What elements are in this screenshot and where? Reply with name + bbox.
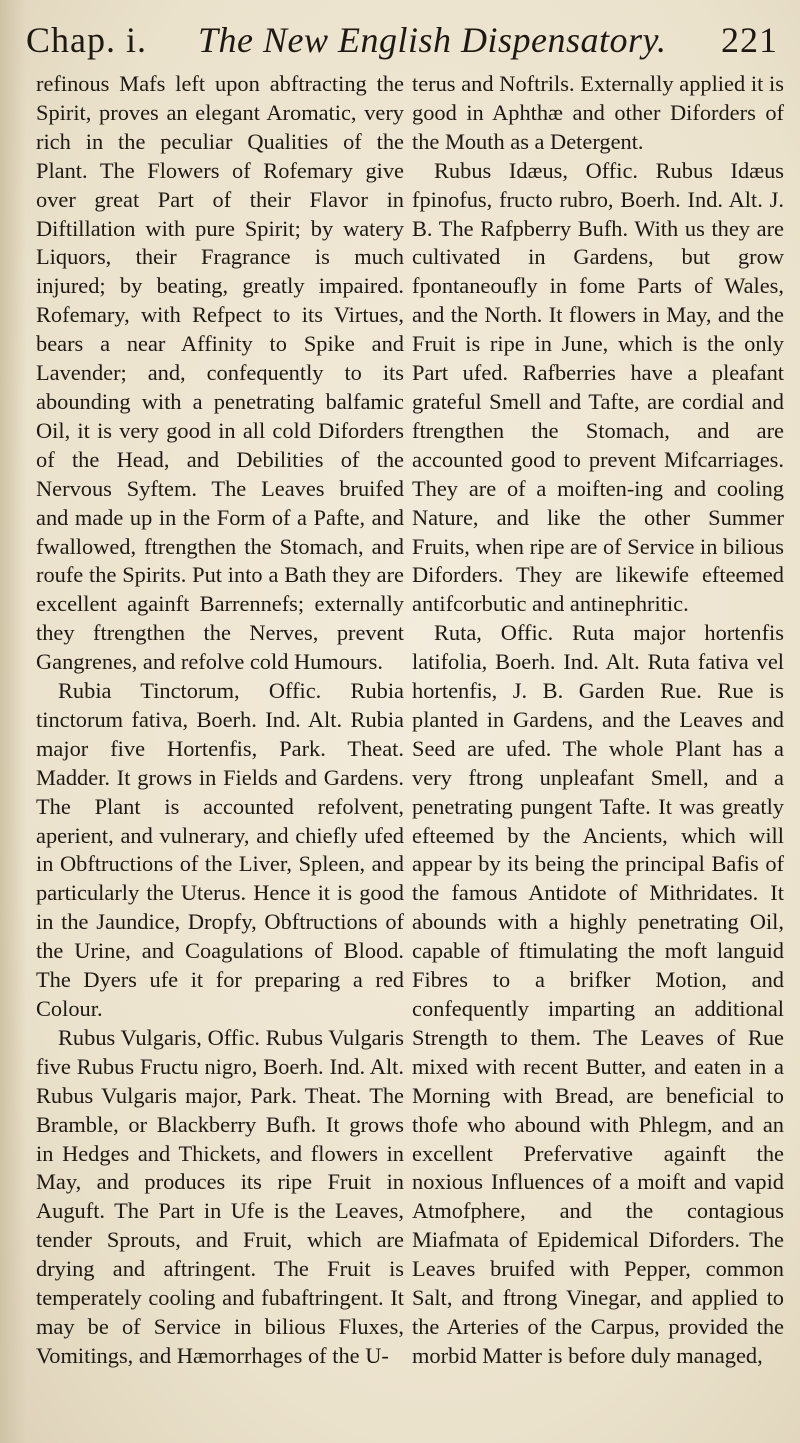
paragraph-rosemary: refinous Mafs left upon abftracting the Spirit, proves an elegant Aromatic, very rich in the peculiar Qualities of the Plant. The Flowers of Rofemary give over great Part of their Flavor in Diftillation with pure Spirit; by watery Liquors, their Fragrance is much injured; by beating, greatly impaired. Rofemary, with Refpect to its Virtues, bears a near Affinity to Spike and Lavender; and, confequently to its abounding with a penetrating balfamic Oil, it is very good in all cold Diforders of the Head, and Debilities of the Nervous Syftem. The Leaves bruifed and made up in the Form of a Pafte, and fwallowed, ftrengthen the Stomach, and roufe the Spirits. Put into a Bath they are excellent againft Barrennefs; externally they ftrengthen the Nerves, prevent Gangrenes, and refolve cold Humours.: [36, 71, 404, 675]
paragraph-rubus-continued: terus and Noftrils. Externally applied it is good in Aphthæ and other Diforders of the Mouth as a Detergent.: [412, 71, 784, 154]
paragraph-rubus-idaeus: Rubus Idæus, Offic. Rubus Idæus fpinofus, fructo rubro, Boerh. Ind. Alt. J. B. The Rafpberry Bufh. With us they are cultivated in Gardens, but grow fpontaneoufly in fome Parts of Wales, and the North. It flowers in May, and the Fruit is ripe in June, which is the only Part ufed. Rafberries have a pleafant grateful Smell and Tafte, are cordial and ftrengthen the Stomach, and are accounted good to prevent Mifcarriages. They are of a moiften-ing and cooling Nature, and like the other Summer Fruits, when ripe are of Service in bilious Diforders. They are likewife efteemed antifcorbutic and antinephritic.: [412, 157, 784, 617]
right-column: [412, 70, 784, 1420]
paragraph-ruta: Ruta, Offic. Ruta major hortenfis latifolia, Boerh. Ind. Alt. Ruta fativa vel hortenfis, J. B. Garden Rue. Rue is planted in Gardens, and the Leaves and Seed are ufed. The whole Plant has a very ftrong unpleafant Smell, and a penetrating pungent Tafte. It was greatly efteemed by the Ancients, which will appear by its being the principal Bafis of the famous Antidote of Mithridates. It abounds with a highly penetrating Oil, capable of ftimulating the moft languid Fibres to a brifker Motion, and confequently imparting an additional Strength to them. The Leaves of Rue mixed with recent Butter, and eaten in a Morning with Bread, are beneficial to thofe who abound with Phlegm, and an excellent Prefervative againft the noxious Influences of a moift and vapid Atmofphere, and the contagious Miafmata of Epidemical Diforders. The Leaves bruifed with Pepper, common Salt, and ftrong Vinegar, and applied to the Arteries of the Carpus, provided the morbid Matter is before duly managed,: [412, 620, 784, 1368]
running-title: The New English Dispensatory.: [198, 20, 667, 60]
gutter-shadow: [0, 0, 26, 1443]
paragraph-rubus-vulgaris: Rubus Vulgaris, Offic. Rubus Vulgaris five Rubus Fructu nigro, Boerh. Ind. Alt. Rubus Vulgaris major, Park. Theat. The Bramble, or Blackberry Bufh. It grows in Hedges and Thickets, and flowers in May, and produces its ripe Fruit in Auguft. The Part in Ufe is the Leaves, tender Sprouts, and Fruit, which are drying and aftringent. The Fruit is temperately cooling and fubaftringent. It may be of Service in bilious Fluxes, Vomitings, and Hæmorrhages of the U-: [36, 1024, 404, 1368]
paragraph-rubia: Rubia Tinctorum, Offic. Rubia tinctorum fativa, Boerh. Ind. Alt. Rubia major five Hortenfis, Park. Theat. Madder. It grows in Fields and Gardens. The Plant is accounted refolvent, aperient, and vulnerary, and chiefly ufed in Obftructions of the Liver, Spleen, and particularly the Uterus. Hence it is good in the Jaundice, Dropfy, Obftructions of the Urine, and Coagulations of Blood. The Dyers ufe it for preparing a red Colour.: [36, 678, 404, 1021]
page-number: 221: [721, 20, 778, 60]
left-column: [36, 70, 404, 1420]
running-header: [18, 14, 778, 66]
chapter-label: Chap. i.: [26, 20, 147, 60]
